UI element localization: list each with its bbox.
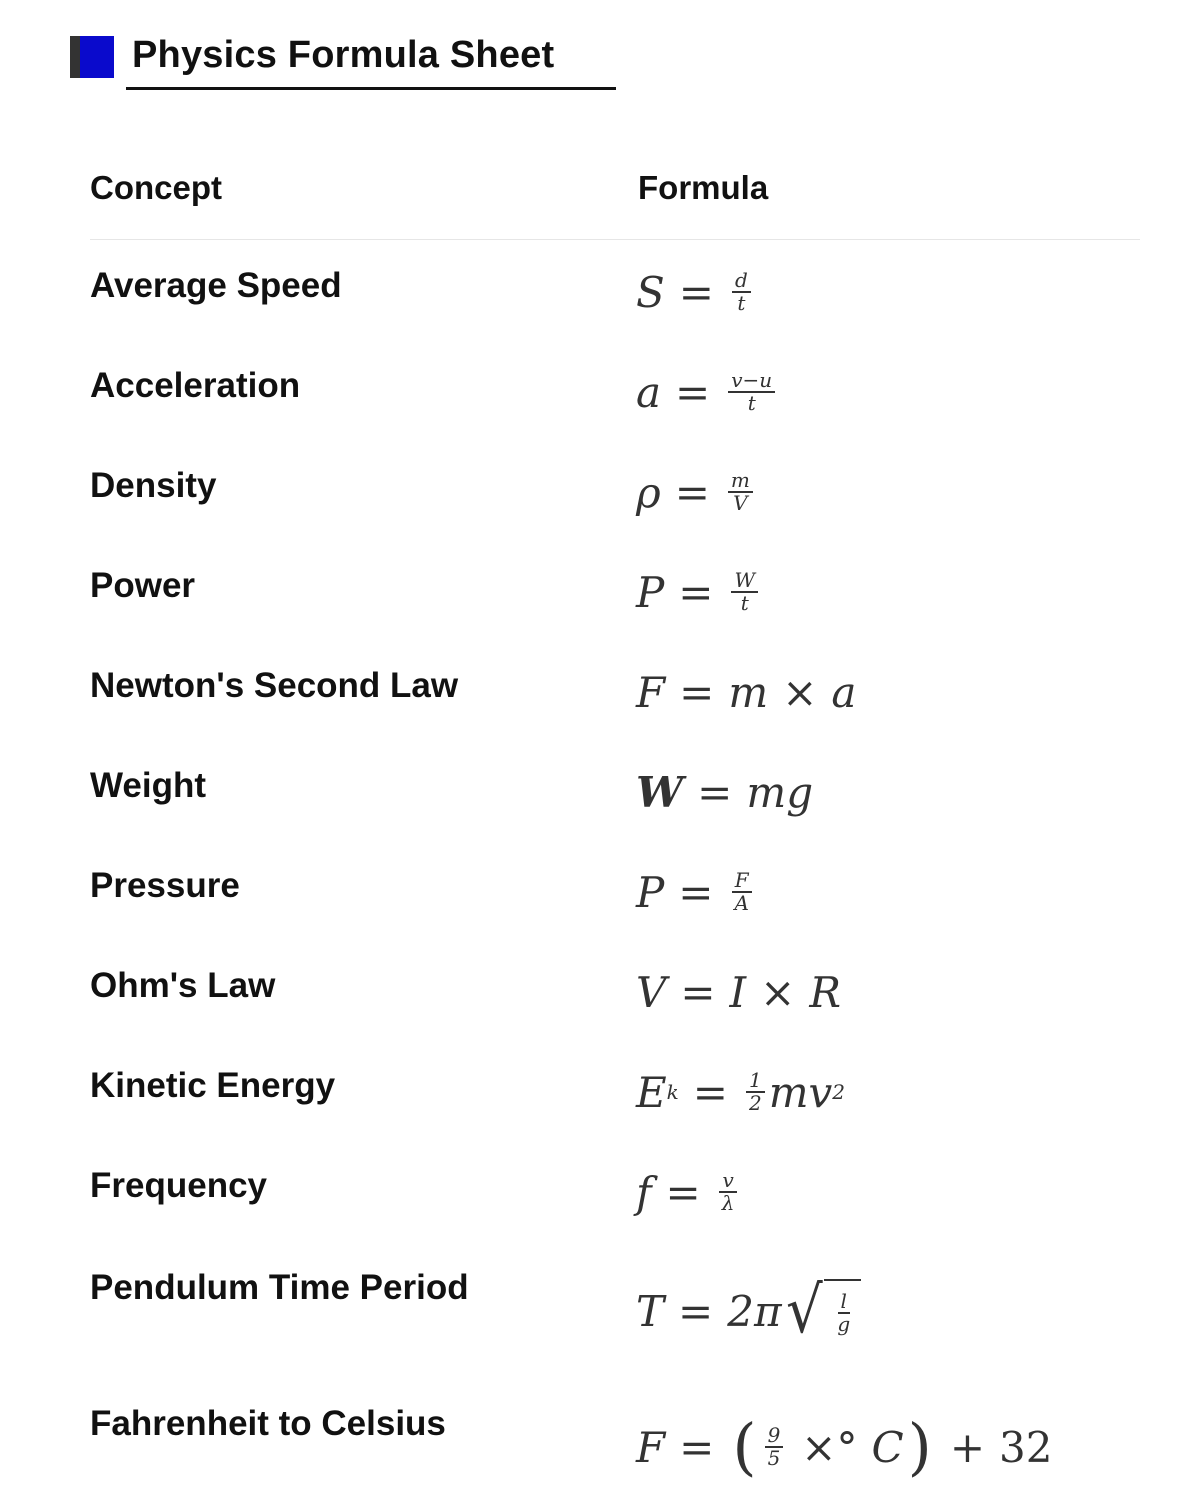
numerator: v−u bbox=[728, 370, 775, 393]
fraction bbox=[731, 870, 751, 914]
formula-term: a bbox=[831, 667, 857, 717]
formula-weight bbox=[636, 754, 813, 830]
subscript: k bbox=[666, 1080, 679, 1104]
formula-term: m bbox=[728, 667, 769, 717]
column-header-concept: Concept bbox=[90, 169, 222, 206]
concept-label: Power bbox=[90, 566, 196, 605]
formula-newton-second-law bbox=[636, 654, 856, 730]
denominator: t bbox=[737, 291, 746, 315]
denominator: t bbox=[740, 591, 749, 615]
formula-lhs: a bbox=[636, 367, 662, 417]
table-row bbox=[90, 640, 1140, 740]
title-block bbox=[70, 30, 630, 92]
concept-label: Pressure bbox=[90, 866, 240, 905]
times-sign: × bbox=[760, 967, 796, 1017]
concept-label: Newton's Second Law bbox=[90, 666, 459, 705]
formula-average-speed bbox=[636, 254, 755, 330]
formula-lhs: F bbox=[636, 1422, 666, 1472]
formula-lhs: W bbox=[636, 767, 684, 817]
formula-term: mg bbox=[746, 767, 814, 817]
formula-lhs: F bbox=[636, 667, 666, 717]
formula-lhs: T bbox=[636, 1286, 665, 1336]
times-degree-sign: ×° bbox=[801, 1422, 858, 1472]
numerator: d bbox=[732, 270, 751, 293]
table-row bbox=[90, 1240, 1140, 1376]
column-header-formula: Formula bbox=[638, 169, 769, 206]
table-row bbox=[90, 540, 1140, 640]
denominator: 2 bbox=[749, 1091, 762, 1115]
table-row bbox=[90, 340, 1140, 440]
equals-sign: = bbox=[678, 567, 714, 617]
fraction bbox=[731, 570, 758, 614]
title-marker-icon bbox=[70, 36, 114, 78]
radical-sign-icon: √ bbox=[785, 1274, 823, 1348]
denominator: 5 bbox=[767, 1446, 781, 1470]
concept-label: Kinetic Energy bbox=[90, 1066, 336, 1105]
formula-term: R bbox=[809, 967, 841, 1017]
numerator: F bbox=[732, 870, 752, 893]
plus-sign: + bbox=[949, 1422, 986, 1472]
title-underline bbox=[126, 87, 616, 90]
fraction bbox=[834, 1291, 853, 1335]
formula-power bbox=[636, 554, 762, 630]
fraction bbox=[719, 1170, 738, 1214]
table-header bbox=[90, 165, 1140, 240]
formula-term: I bbox=[729, 967, 747, 1017]
fraction bbox=[728, 370, 775, 414]
table-row bbox=[90, 1040, 1140, 1140]
formula-density bbox=[636, 454, 757, 530]
fraction bbox=[765, 1425, 784, 1469]
equals-sign: = bbox=[692, 1067, 728, 1117]
formula-acceleration bbox=[636, 354, 779, 430]
concept-label: Pendulum Time Period bbox=[90, 1268, 469, 1307]
numerator: v bbox=[719, 1170, 736, 1193]
denominator: g bbox=[837, 1312, 851, 1336]
denominator: V bbox=[733, 491, 748, 515]
equals-sign: = bbox=[697, 767, 733, 817]
formula-fahrenheit-celsius bbox=[636, 1402, 1053, 1492]
formula-lhs: P bbox=[636, 567, 665, 617]
formula-lhs: f bbox=[636, 1167, 652, 1217]
concept-label: Average Speed bbox=[90, 266, 342, 305]
denominator: t bbox=[747, 391, 756, 415]
page-title: Physics Formula Sheet bbox=[132, 34, 555, 76]
table-row bbox=[90, 940, 1140, 1040]
table-row bbox=[90, 1376, 1140, 1512]
concept-label: Frequency bbox=[90, 1166, 267, 1205]
concept-label: Fahrenheit to Celsius bbox=[90, 1404, 446, 1443]
equals-sign: = bbox=[680, 967, 716, 1017]
equals-sign: = bbox=[679, 667, 715, 717]
denominator: A bbox=[734, 891, 749, 915]
times-sign: × bbox=[782, 667, 818, 717]
fraction bbox=[732, 270, 751, 314]
formula-table bbox=[90, 165, 1140, 1512]
equals-sign: = bbox=[674, 467, 710, 517]
concept-label: Weight bbox=[90, 766, 207, 805]
denominator: λ bbox=[721, 1191, 735, 1215]
superscript: 2 bbox=[832, 1080, 846, 1104]
formula-lhs: E bbox=[636, 1067, 667, 1117]
formula-ohms-law bbox=[636, 954, 841, 1030]
formula-coefficient: 2π bbox=[727, 1286, 782, 1336]
formula-constant: 32 bbox=[999, 1422, 1053, 1472]
numerator: 1 bbox=[746, 1070, 765, 1093]
numerator: W bbox=[731, 570, 758, 593]
equals-sign: = bbox=[678, 267, 714, 317]
equals-sign: = bbox=[679, 1422, 715, 1472]
formula-pressure bbox=[636, 854, 756, 930]
formula-lhs: ρ bbox=[636, 467, 661, 517]
concept-label: Ohm's Law bbox=[90, 966, 276, 1005]
table-row bbox=[90, 840, 1140, 940]
formula-lhs: P bbox=[636, 867, 665, 917]
left-paren: ( bbox=[732, 1410, 757, 1483]
equals-sign: = bbox=[678, 867, 714, 917]
fraction bbox=[728, 470, 753, 514]
formula-pendulum-period bbox=[636, 1266, 861, 1356]
table-row bbox=[90, 1140, 1140, 1240]
formula-term: mv bbox=[768, 1067, 833, 1117]
table-row bbox=[90, 440, 1140, 540]
formula-lhs: S bbox=[636, 267, 665, 317]
table-row bbox=[90, 740, 1140, 840]
numerator: l bbox=[838, 1291, 850, 1314]
formula-lhs: V bbox=[636, 967, 667, 1017]
formula-frequency bbox=[636, 1154, 741, 1230]
fraction bbox=[746, 1070, 765, 1114]
concept-label: Acceleration bbox=[90, 366, 301, 405]
equals-sign: = bbox=[665, 1167, 701, 1217]
formula-kinetic-energy bbox=[636, 1054, 845, 1130]
concept-label: Density bbox=[90, 466, 217, 505]
radicand bbox=[824, 1279, 861, 1343]
right-paren: ) bbox=[907, 1410, 932, 1483]
equals-sign: = bbox=[675, 367, 711, 417]
table-row bbox=[90, 240, 1140, 340]
numerator: 9 bbox=[765, 1425, 784, 1448]
numerator: m bbox=[728, 470, 753, 493]
formula-term: C bbox=[871, 1422, 904, 1472]
square-root bbox=[784, 1274, 862, 1348]
equals-sign: = bbox=[678, 1286, 714, 1336]
